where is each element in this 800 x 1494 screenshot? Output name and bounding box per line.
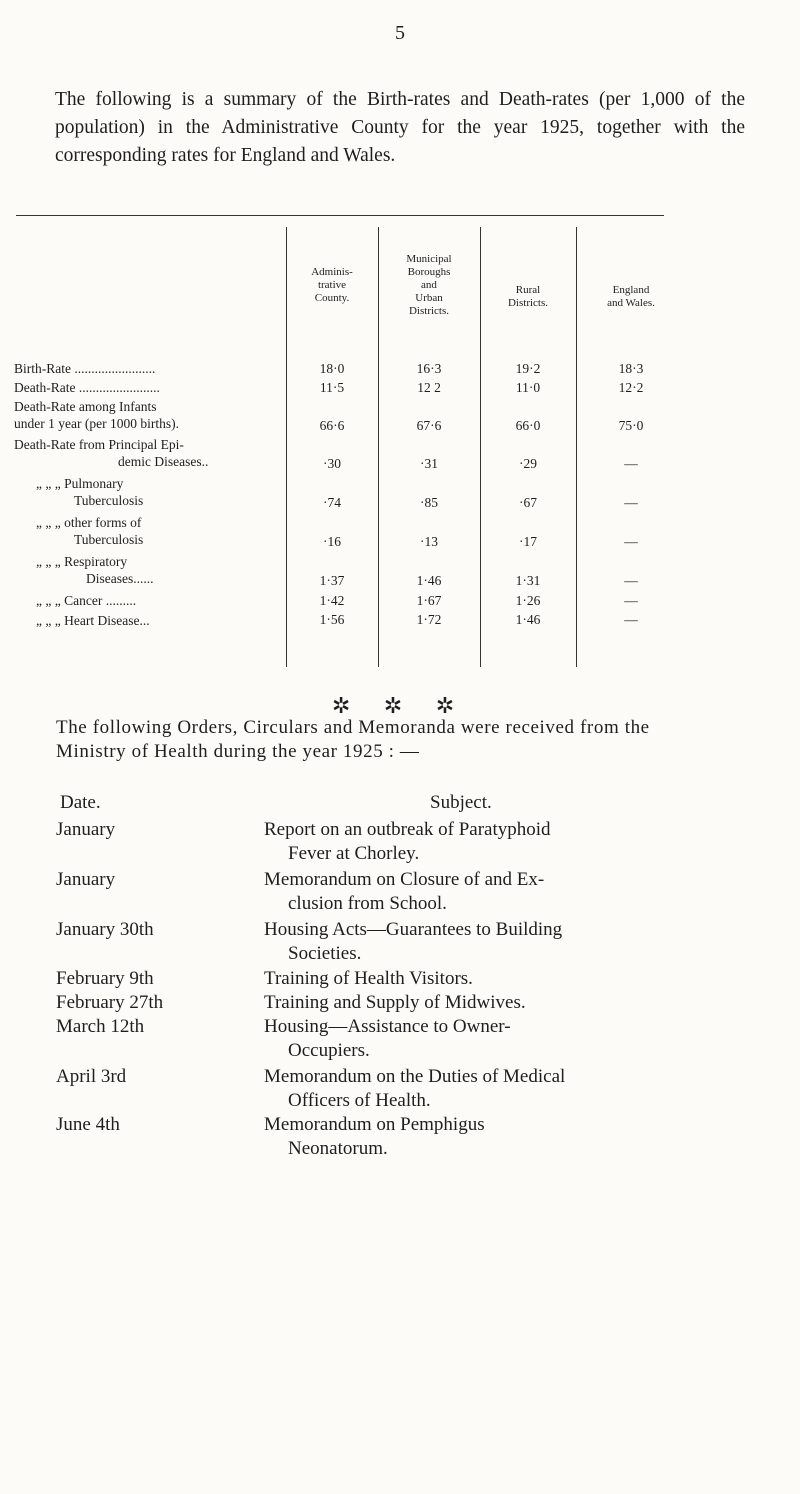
order-date: February 9th [56,968,154,989]
order-subject: Memorandum on Closure of and Ex- clusion from School. [264,869,545,914]
order-date: January [56,869,116,890]
table-cell: 66·0 [515,418,541,433]
column-header-administrative-county: Adminis- trative County. [311,266,353,304]
table-cell: ·13 [420,534,438,549]
table-cell: 67·6 [416,418,442,433]
table-cell: 16·3 [416,361,442,376]
row-label-infant-death-rate: Death-Rate among Infants under 1 year (per 1000 births). [14,399,179,431]
row-label-heart-disease: „ „ „ Heart Disease... [36,613,150,628]
page-number: 5 [395,22,405,44]
table-cell: 18·0 [319,361,345,376]
row-label-epidemic-diseases: Death-Rate from Principal Epi- demic Diseases.. [14,437,209,469]
order-date: January [56,819,116,840]
row-label-birth-rate: Birth-Rate ........................ [14,361,156,376]
table-cell: ·85 [420,495,438,510]
table-cell: ·74 [323,495,341,510]
row-label-cancer: „ „ „ Cancer ......... [36,593,137,608]
orders-subject-header: Subject. [430,792,492,813]
table-cell: — [624,495,638,510]
order-subject: Memorandum on the Duties of Medical Officers of Health. [264,1066,566,1111]
table-cell: 1·26 [515,593,541,608]
order-date: April 3rd [56,1066,127,1087]
orders-intro: The following Orders, Circulars and Memoranda were received from the Ministry of Health during the year 1925 : — [56,717,650,762]
table-cell: 1·31 [515,573,541,588]
order-date: February 27th [56,992,164,1013]
table-cell: 11·5 [319,380,345,395]
table-top-rule [16,215,664,216]
table-cell: 1·56 [319,612,345,627]
order-date: January 30th [56,919,154,940]
order-subject: Training of Health Visitors. [264,968,473,989]
row-label-death-rate: Death-Rate ........................ [14,380,160,395]
order-subject: Training and Supply of Midwives. [264,992,526,1013]
table-cell: 66·6 [319,418,345,433]
intro-paragraph: The following is a summary of the Birth-rates and Death-rates (per 1,000 of the population) in the Administrative County for the year 1925, together with the corresponding rates for England and Wales. [55,89,745,166]
order-subject: Report on an outbreak of Paratyphoid Fever at Chorley. [264,819,551,864]
order-subject: Memorandum on Pemphigus Neonatorum. [264,1114,485,1159]
table-cell: 19·2 [515,361,541,376]
order-date: March 12th [56,1016,145,1037]
row-label-other-tuberculosis: „ „ „ other forms of Tuberculosis [36,515,144,547]
table-cell: 75·0 [618,418,644,433]
column-header-rural-districts: Rural Districts. [507,284,549,309]
table-cell: 1·72 [416,612,442,627]
table-cell: — [624,573,638,588]
table-cell: 1·37 [319,573,345,588]
table-cell: 1·46 [515,612,541,627]
table-cell: 1·46 [416,573,442,588]
table-cell: — [624,534,638,549]
row-label-respiratory-diseases: „ „ „ Respiratory Diseases...... [36,554,154,586]
table-cell: 18·3 [618,361,644,376]
table-cell: ·67 [519,495,537,510]
table-cell: ·31 [420,456,438,471]
column-header-england-wales: England and Wales. [607,284,655,309]
table-cell: ·16 [323,534,341,549]
table-cell: ·17 [519,534,537,549]
orders-date-header: Date. [60,792,101,813]
column-header-municipal-boroughs: Municipal Boroughs and Urban Districts. [406,253,452,317]
table-cell: — [624,593,638,608]
table-cell: — [624,456,638,471]
table-cell: 1·67 [416,593,442,608]
row-label-pulmonary-tuberculosis: „ „ „ Pulmonary Tuberculosis [36,476,144,508]
table-cell: — [624,612,638,627]
order-subject: Housing—Assistance to Owner- Occupiers. [264,1016,511,1061]
table-cell: ·30 [323,456,341,471]
table-cell: 12·2 [618,380,644,395]
table-cell: ·29 [519,456,537,471]
order-date: June 4th [56,1114,120,1135]
order-subject: Housing Acts—Guarantees to Building Societies. [264,919,563,964]
table-cell: 12 2 [417,380,441,395]
table-cell: 1·42 [319,593,345,608]
table-cell: 11·0 [515,380,541,395]
section-separator: ✲ ✲ ✲ [331,693,469,718]
